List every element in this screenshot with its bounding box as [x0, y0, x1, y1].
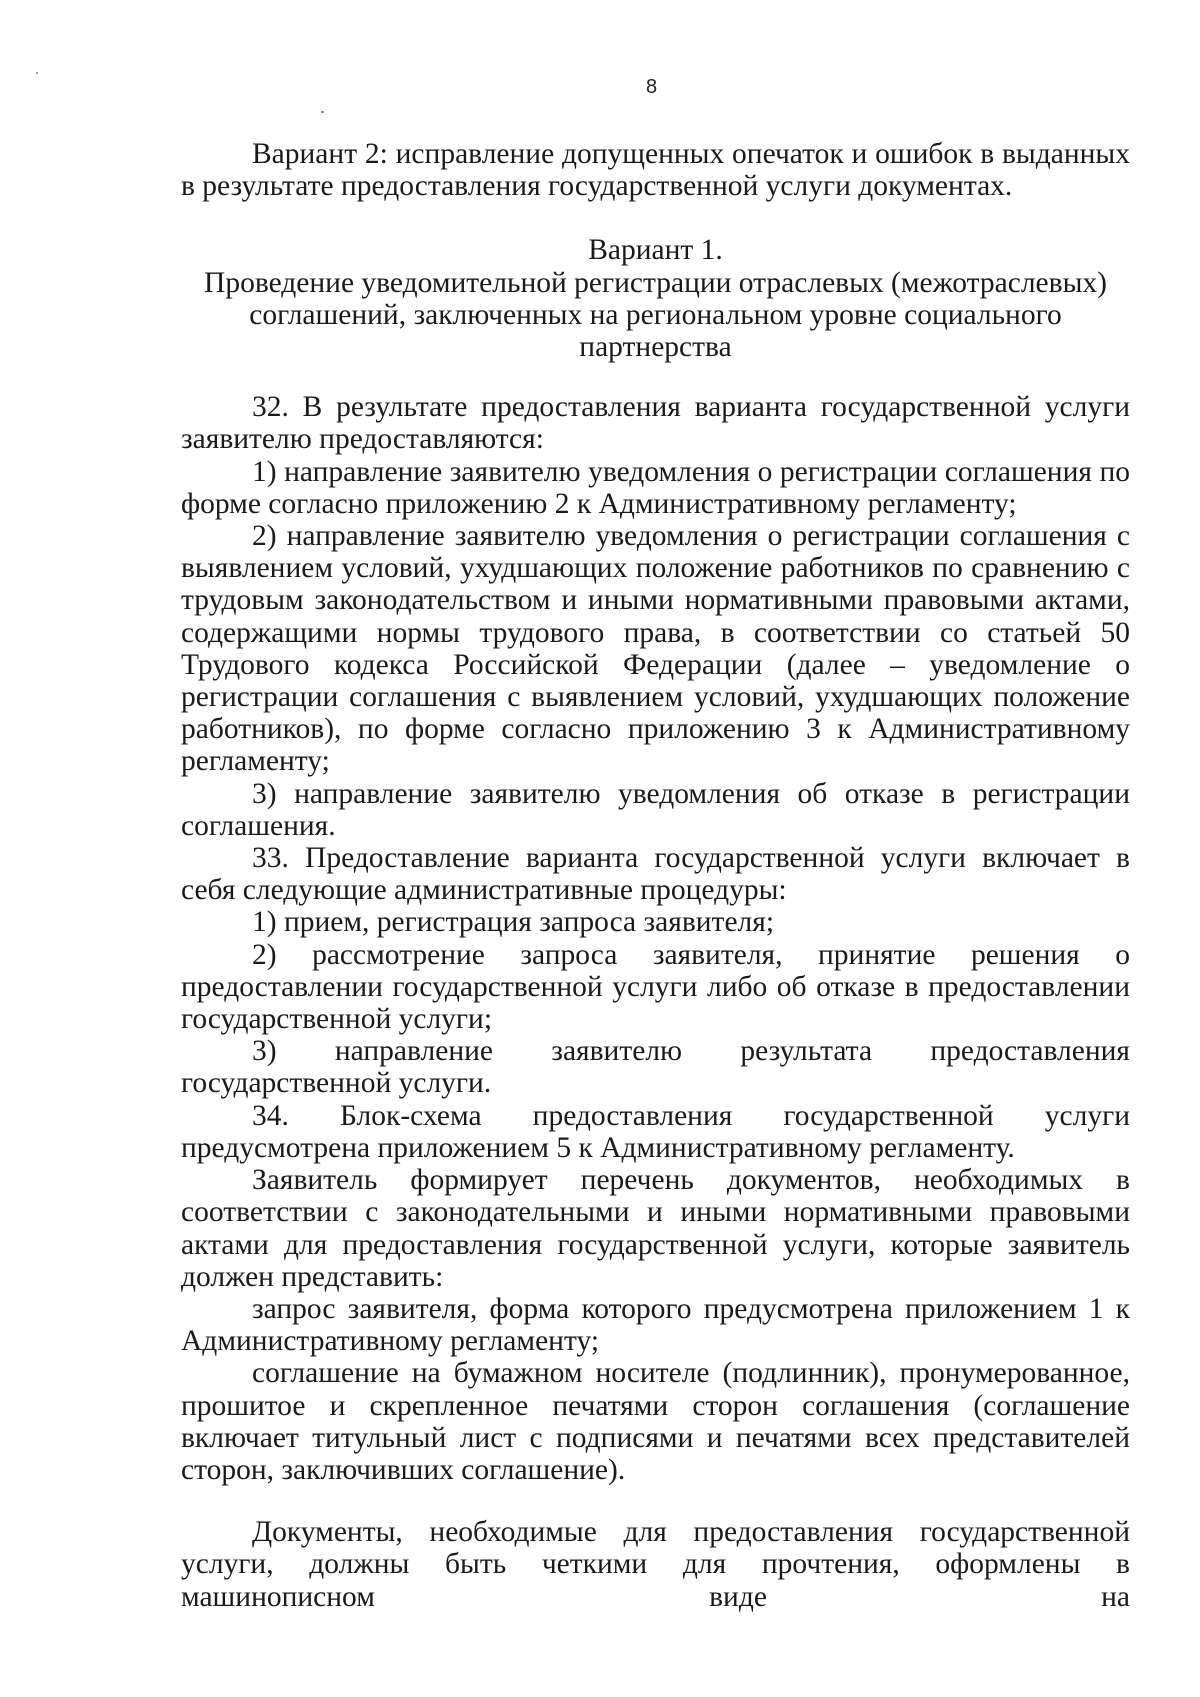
paragraph-33: 33. Предоставление варианта государственной услуги включает в себя следующие административные процедуры:: [181, 842, 1130, 907]
list-item-32-1: 1) направление заявителю уведомления о регистрации соглашения по форме согласно приложению 2 к Административному регламенту;: [181, 455, 1130, 520]
list-item-33-1: 1) прием, регистрация запроса заявителя;: [252, 906, 775, 939]
paragraph-documents: Документы, необходимые для предоставления государственной услуги, должны быть четкими для прочтения, оформлены в машинописном виде на: [181, 1516, 1130, 1613]
paragraph-32: 32. В результате предоставления варианта государственной услуги заявителю предоставляются:: [181, 391, 1130, 456]
scan-speck: [321, 111, 324, 113]
paragraph-34: 34. Блок-схема предоставления государственной услуги предусмотрена приложением 5 к Административному регламенту.: [181, 1099, 1130, 1164]
paragraph-applicant: Заявитель формирует перечень документов, необходимых в соответствии с законодательными и иными нормативными правовыми актами для предоставления государственной услуги, которые заявитель должен представить:: [181, 1164, 1130, 1293]
list-item-33-2: 2) рассмотрение запроса заявителя, принятие решения о предоставлении государственной услуги либо об отказе в предоставлении государственной услуги;: [181, 938, 1130, 1036]
document-body: [181, 138, 1130, 1613]
paragraph-agreement: соглашение на бумажном носителе (подлинник), пронумерованное, прошитое и скрепленное печатями сторон соглашения (соглашение включает титульный лист с подписями и печатями всех представителей сторон, заключивших соглашение).: [181, 1357, 1130, 1486]
section-subtitle: Проведение уведомительной регистрации отраслевых (межотраслевых) соглашений, заключенных на региональном уровне социального партнерства: [204, 266, 1107, 364]
list-item-32-3: 3) направление заявителю уведомления об отказе в регистрации соглашения.: [181, 777, 1130, 842]
scan-speck: [36, 72, 38, 74]
page-number: 8: [645, 76, 658, 98]
list-item-33-3: 3) направление заявителю результата предоставления государственной услуги.: [181, 1035, 1130, 1100]
variant-2-paragraph: Вариант 2: исправление допущенных опечаток и ошибок в выданных в результате предоставления государственной услуги документах.: [181, 138, 1130, 203]
paragraph-request: запрос заявителя, форма которого предусмотрена приложением 1 к Административному регламенту;: [181, 1292, 1130, 1358]
section-title: Вариант 1.: [588, 234, 723, 267]
list-item-32-2: 2) направление заявителю уведомления о регистрации соглашения с выявлением условий, ухудшающих положение работников по сравнению с трудовым законодательством и иными нормативными правовыми актами, содержащими нормы трудового права, в соответствии со статьей 50 Трудового кодекса Российской Федерации (далее – уведомление о регистрации соглашения с выявлением условий, ухудшающих положение работников), по форме согласно приложению 3 к Административному регламенту;: [181, 520, 1130, 778]
